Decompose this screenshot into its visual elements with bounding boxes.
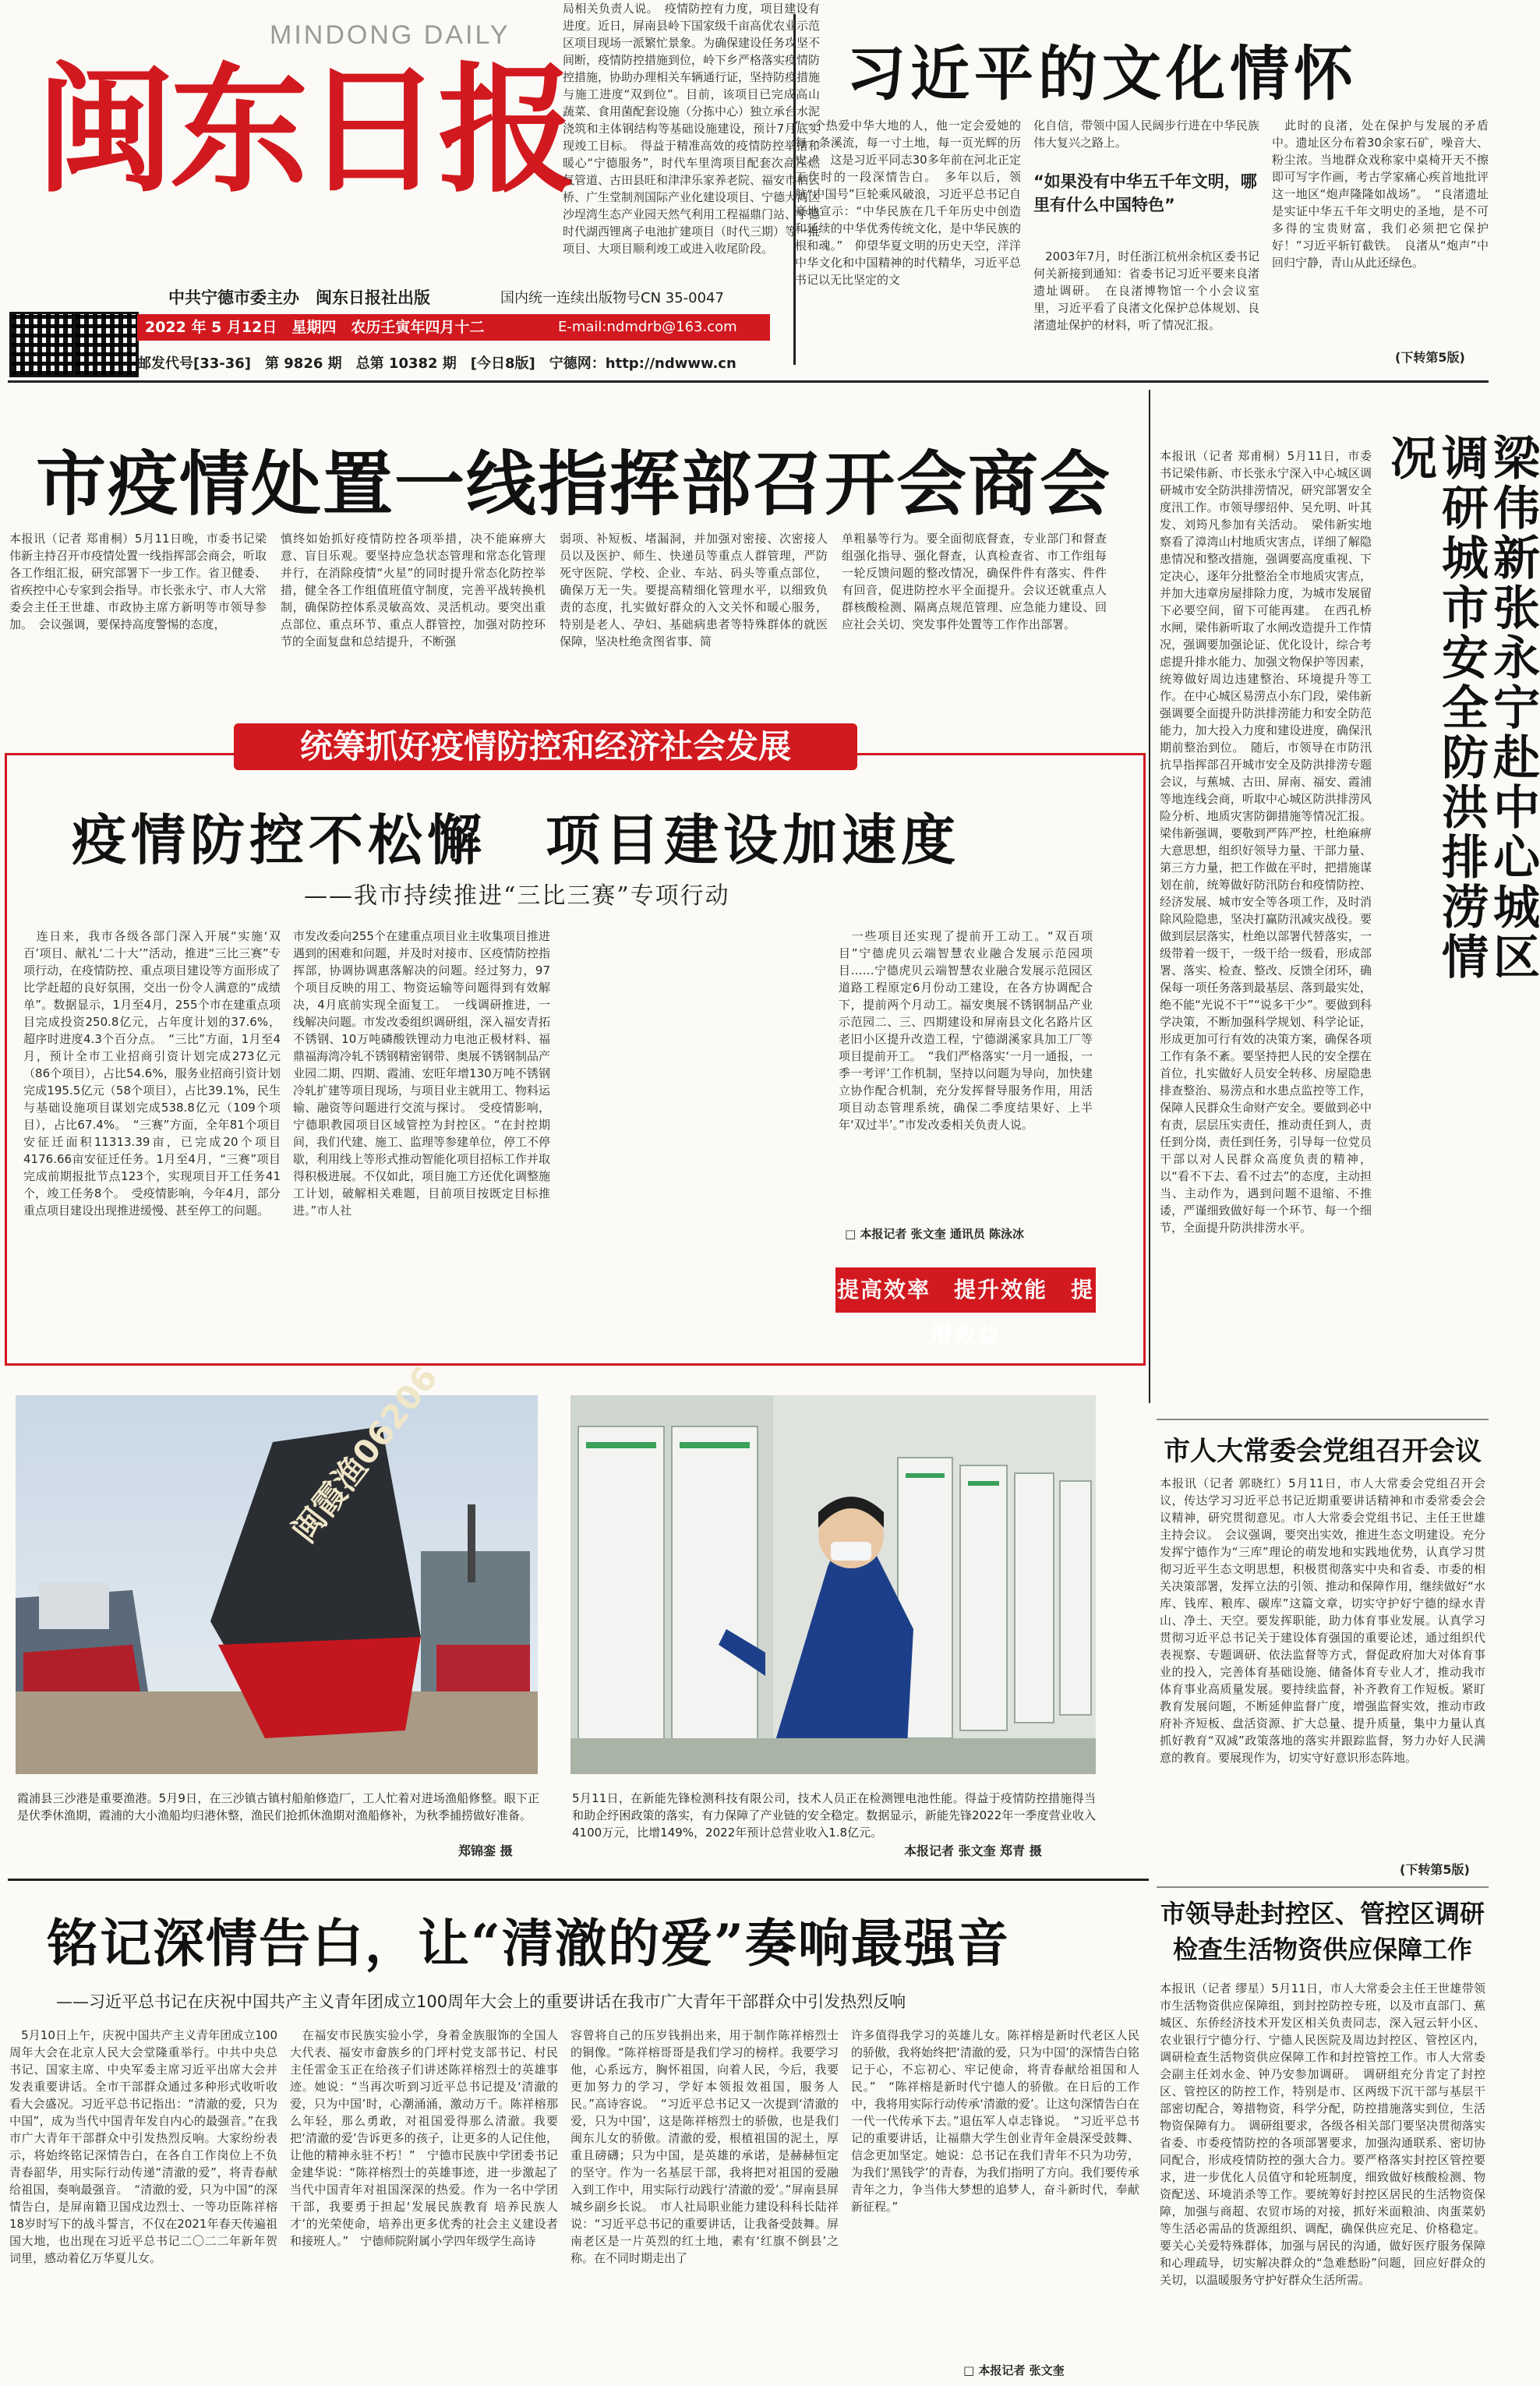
shipyard-credit: 郑锦銮 摄 [458, 1843, 513, 1858]
shipyard-photo [16, 1359, 538, 1774]
top-story-quote: “如果没有中华五千年文明，哪里有什么中国特色” [1033, 172, 1257, 214]
battery-lab-photo [570, 1395, 1096, 1774]
command-story-col3: 弱项、补短板、堵漏洞，并加强对密接、次密接人员以及医护、师生、快递员等重点人群管理，严防死守医院、学校、企业、车站、码头等重点部位，确保万无一失。要提高精细化管理水平，以细致负责的态度，扎实做好群众的入文关怀和暖心服务，特别是老人、孕妇、基础病患者等特殊群体的就医保障，坚决杜绝贪图省事、简 [560, 532, 828, 649]
feature-slogan: 提高效率 提升效能 提增效益 [835, 1267, 1096, 1313]
youth-story-col4: 许多值得我学习的英雄儿女。陈祥榕是新时代老区人民的骄傲，我将始终把‘清澈的爱，只为中国’的深情告白铭记于心，不忘初心、牢记使命，将青春献给祖国和人民。” “陈祥榕是新时代宁德人的骄傲。在日后的工作中，我将用实际行动传承‘清澈的爱’。让这句深情告白在一代一代传承下去。”退伍军人卓志锋说。 “习近平总书记的重要讲话，让福鼎大学生创业青年金晨深受鼓舞、信念更加坚定。她说：总书记在我们青年不只为功劳，为我们‘黑钱学’的青春，为我们指明了方向。我们要传承青年之力，争当伟大梦想的追梦人，奋斗新时代，奉献新征程。” [851, 2028, 1139, 2214]
sidebar-liang-text-top: 本报讯（记者 郑甫桐）5月11日，市委书记梁伟新、市长张永宁深入中心城区调研城市安全防洪排涝情况，研究部署安全度汛工作。市领导缪绍仲、吴允明、叶其发、刘筠凡参加有关活动。 梁伟新实地察看了漳湾山村地质灾害点，详细了解隐患情况和整改措施，强调要高度重视、下定决心，逐年分批整治全市地质灾害点，并加大违章房屋排除力度，为城市发展留下必要空间，留下可能再建。 在西孔桥水闸，梁伟新听取了水闸改造提升工作情况，强调要加强论证、优化设计，综合考虑提升排水能力、加强文物保护等因素，统筹做好周边违建整治、环境提升等工作。在中心城区易涝点小东门段，梁伟新强调要全面提升防洪排涝能力和安全防范能力，加大投入力度和建设进度，确保汛期前整治到位。 随后，市领导在市防汛抗旱指挥部召开城市安全及防洪排涝专题会议，与蕉城、古田、屏南、福安、霞浦等地连线会商，听取中心城区防洪排涝风险分析、地质灾害防御措施等情况汇报。梁伟新强调，要敬到严阵严控，杜绝麻痹大意思想，组织好领导力量、干部力量、第三方力量，把工作做在平时，把措施谋划在前，统筹做好防汛防台和疫情防控、经济发展、城市安全等各项工作，及时消除风险隐患，坚决打赢防汛减灾战役。要做到层层落实，杜绝以部署代替落实，一级带着一级干，一级干给一级看，形成部署、落实、检查、整改、反馈全闭环，确保每一项任务落到最基层、落到最实处，绝不能“光说不干”“说多干少”。要做到科学决策，不断加强科学规划、科学论证，形成更加可行有效的决策方案，确保各项工作有条不紊。要坚持把人民的安全摆在首位，扎实做好人员安全转移、房屋隐患排查整治、易涝点和水患点监控等工作，保障人民群众生命财产安全。要做到必中有责，层层压实责任，推动责任到人，责任到分岗，责任到任务，引导每一位党员干部以对人民群众高度负责的精神，以“看不下去、看不过去”的态度，主动担当、主动作为，遇到问题不退缩、不推诿，严谨细致做好每一个环节、每一个细节，全面提升防洪排涝水平。 [1160, 449, 1372, 1235]
feature-col3: 局相关负责人说。 疫情防控有力度，项目建设有进度。近日，屏南县岭下国家级千亩高优农业示范区项目现场一派繁忙景象。为确保建设任务攻坚不间断，疫情防控措施到位，岭下乡严格落实疫情防控措施，协助办理相关车辆通行证，坚持防疫措施与施工进度“双到位”。目前，该项目已完成高山蔬菜、食用菌配套设施（分拣中心）独立承台水泥浇筑和主体钢结构等基础设施建设，预计7月底实现竣工目标。 得益于精准高效的疫情防控举措和暖心“宁德服务”，时代车里湾项目配套次高压燃气管道、古田县旺和津津乐家养老院、福安市栖云桥、广生堂制剂国际产业化建设项目、宁德大湾区沙埕湾生态产业园天然气利用工程福鼎门站、宁德时代湖西锂离子电池扩建项目（时代三期）等一批项目、大项目顺利竣工或进入收尾阶段。 [563, 2, 821, 256]
masthead-sponsor: 中共宁德市委主办 闽东日报社出版 [168, 288, 430, 307]
youth-story-col2: 在福安市民族实验小学，身着金族服饰的全国人大代表、福安市畲族乡的门坪村党支部书记、村民主任雷金玉正在给孩子们讲述陈祥榕烈士的英雄事迹。她说：“当再次听到习近平总书记提及‘清澈的爱，只为中国’时，心潮涌涌，激动万千。陈祥榕那么年轻，那么勇敢，对祖国爱得那么清澈。我要把‘清澈的爱’告诉更多的孩子，让更多的人记住他，让他的精神永驻不朽！” 宁德市民族中学团委书记金建华说：“陈祥榕烈士的英雄事迹，进一步激起了当代中国青年对祖国深深的热爱。作为一名中学团干部，我要勇于担起‘发展民族教育 培养民族人才’的光荣使命，培养出更多优秀的社会主义建设者和接班人。” 宁德师院附属小学四年级学生高诗 [290, 2028, 558, 2248]
youth-story-subtitle: ——习近平总书记在庆祝中国共产主义青年团成立100周年大会上的重要讲话在我市广大青年干部群众中引发热烈反响 [56, 1992, 906, 2011]
email-bar[interactable]: E-mail:ndmdrb@163.com [550, 314, 770, 341]
hull-number: 闽霞渔06206 [284, 1359, 445, 1550]
feature-banner: 统筹抓好疫情防控和经济社会发展 [234, 723, 857, 770]
masthead-english-name: MINDONG DAILY [270, 20, 510, 50]
top-story-col2-top: 化自信，带领中国人民阔步行进在中华民族伟大复兴之路上。 [1033, 118, 1259, 150]
youth-story-col3: 容曾将自己的压岁钱捐出来，用于制作陈祥榕烈士的铜像。“陈祥榕哥哥是我们学习的榜样。我要学习他，心系远方，胸怀祖国，向着人民，今后，我要更加努力的学习，学好本领报效祖国，服务人民。”高诗容说。 “习近平总书记又一次提到‘清澈的爱，只为中国’，这是陈祥榕烈士的骄傲，也是我们闽东儿女的骄傲。清澈的爱，根植祖国的泥土，厚重且磅礴；只为中国，是英雄的承诺，是赫赫恒定的坚守。作为一名基层干部，我将把对祖国的爱融入到工作中，用实际行动践行‘清澈的爱’。”屏南县屏城乡副乡长说。 市人社局职业能力建设科科长陆祥说：“习近平总书记的重要讲话，让我备受鼓舞。屏南老区是一片英烈的红土地，素有‘红旗不倒县’之称。在不同时期走出了 [570, 2028, 839, 2265]
npc-story-continued[interactable]: (下转第5版) [1400, 1862, 1470, 1877]
feature-subtitle: ——我市持续推进“三比三赛”专项行动 [304, 882, 730, 910]
command-story-col1: 本报讯（记者 郑甫桐）5月11日晚，市委书记梁伟新主持召开市疫情处置一线指挥部会商会，听取各工作组汇报，研究部署下一步工作。省卫健委、省疾控中心专家到会指导。市长张永宁、市人大常委会主任王世雄、市政协主席方新明等市领导参加。 会议强调，要保持高度警惕的态度， [9, 532, 267, 631]
lead-story-title[interactable]: 市领导赴封控区、管控区调研检查生活物资供应保障工作 [1160, 1899, 1485, 1964]
wechat-qr-code [9, 312, 75, 377]
issue-line: 邮发代号[33-36] 第 9826 期 总第 10382 期 [今日8版] 宁德网：http://ndwww.cn [137, 355, 736, 372]
masthead-logo: 闽东日报 [36, 48, 572, 211]
youth-story-byline: □ 本报记者 张文奎 [963, 2363, 1065, 2377]
youth-story-title[interactable]: 铭记深情告白，让“清澈的爱”奏响最强音 [47, 1913, 1010, 1974]
lead-story-text: 本报讯（记者 缪星）5月11日，市人大常委会主任王世雄带领市生活物资供应保障组，到封控防控专班，以及市直部门、蕉城区、东侨经济技术开发区相关负责同志，深入冠云轩小区、农业银行宁德分行、宁德人民医院及周边封控区、管控区内，调研检查生活物资供应保障工作和封控管控工作。市人大常委会副主任刘水金、钟乃安参加调研。 调研组充分肯定了封控区、管控区的防控工作，特别是市、区两级下沉干部与基层干部密切配合，筹措物资，科学分配，防控措施落实到位，生活物资保障有力。 调研组要求，各级各相关部门要坚决贯彻落实省委、市委疫情防控的各项部署要求，加强沟通联系、密切协同配合，形成疫情防控的强大合力。要严格落实封控区管控要求，进一步优化人员值守和轮班制度，细致做好核酸检测、物资配送、环境消杀等工作。要统筹好封控区居民的生活物资保障，加强与商超、农贸市场的对接，抓好米面粮油、肉蛋菜奶等生活必需品的货源组织、调配，确保供应充足、价格稳定。要关心关爱特殊群体，加强与居民的沟通，做好医疗服务保障和心理疏导，切实解决群众的“急难愁盼”问题，回应好群众的关切，以温暖服务守护好群众生活所需。 [1160, 1981, 1485, 2287]
top-story-continued[interactable]: (下转第5版) [1395, 350, 1465, 365]
top-story-col2-bottom: 2003年7月，时任浙江杭州余杭区委书记何关新接到通知：省委书记习近平要来良渚遗址调研。 在良渚博物馆一个小会议室里，习近平看了良渚文化保护总体规划、良渚遗址保护的材料，听了情况汇报。 [1033, 249, 1259, 332]
npc-story-title[interactable]: 市人大常委会党组召开会议 [1164, 1436, 1482, 1467]
feature-col4: 一些项目还实现了提前开工动工。“双百项目”宁德虎贝云端智慧农业融合发展示范园项目……宁德虎贝云端智慧农业融合发展示范园区道路工程原定6月份动工建设，在各方协调配合下，提前两个月动工。福安奥展不锈钢制品产业示范园二、三、四期建设和屏南县文化名路片区老旧小区提升改造工程，宁德湖溪家具加工厂等项目提前开工。 “我们严格落实‘一月一通报，一季一考评’工作机制，坚持以问题为导向，加快建立协作配合机制，充分发挥督导服务作用，用活项目动态管理系统，确保二季度结果好、上半年‘双过半’。”市发改委相关负责人说。 [839, 929, 1093, 1132]
feature-byline: □ 本报记者 张文奎 通讯员 陈泳冰 [845, 1227, 1025, 1241]
feature-title[interactable]: 疫情防控不松懈 项目建设加速度 [72, 808, 960, 872]
command-story-title[interactable]: 市疫情处置一线指挥部召开会商会 [36, 443, 1111, 525]
feature-col2: 市发改委向255个在建重点项目业主收集项目推进遇到的困难和问题，并及时对接市、区疫情防控指挥部，协调协调惠落解决的问题。经过努力，97个项目反映的用工、物资运输等问题得到有效解决，4月底前实现全面复工。 一线调研推进，一线解决问题。市发改委组织调研组，深入福安青拓不锈钢、10万吨磷酸铁锂动力电池正极材料、福鼎福海湾冷轧不锈钢精密钢带、奥展不锈钢制品产业园二期、四期、霞浦、宏旺年增130万吨不锈钢冷轧扩建等项目现场，与项目业主就用工、物料运输、融资等问题进行交流与探讨。 受疫情影响，宁德职教园项目区域管控为封控区。“在封控期间，我们代建、施工、监理等参建单位，停工不停歇，利用线上等形式推动智能化项目招标工作并取得积极进展。不仅如此，项目施工方还优化调整施工计划，破解相关难题，目前项目按既定目标推进。”市人社 [293, 929, 551, 1218]
npc-story-text: 本报讯（记者 郭晓红）5月11日，市人大常委会党组召开会议，传达学习习近平总书记近期重要讲话精神和市委常委会会议精神，研究贯彻意见。市人大常委会党组书记、主任王世雄主持会议。 会议强调，要突出实效，推进生态文明建设。充分发挥宁德作为“三库”理论的萌发地和实践地优势，认真学习贯彻习近平生态文明思想，积极贯彻落实中央和省委、市委的相关决策部署，发挥立法的引领、推动和保障作用，继续做好“水库、钱库、粮库、碳库”这篇文章，切实守护好宁德的绿水青山、净土、天空。要发挥职能，助力体育事业发展。认真学习贯彻习近平总书记关于建设体育强国的重要论述，通过组织代表视察、专题调研、依法监督等方式，督促政府加大对体育事业的投入，完善体育基础设施、储备体育专业人才，推动我市体育事业高质量发展。要持续监督，补齐教育工作短板。紧盯教育发展问题，不断延伸监督广度，增强监督实效，推动市政府补齐短板、盘活资源、扩大总量、提升质量，集中力量认真抓好教育“双减”政策落地的落实并跟踪监督，努力办好人民满意的教育。要展现作为，切实守好意识形态阵地。 [1160, 1476, 1485, 1765]
top-story-title[interactable]: 习近平的文化情怀 [846, 39, 1358, 108]
feature-col1: 连日来，我市各级各部门深入开展“实施‘双百’项目、献礼‘二十大’”活动，推进“三比三赛”专项行动，在疫情防控、重点项目建设等方面形成了比学赶超的良好氛围，交出一份令人满意的“成绩单”。数据显示，1月至4月，255个市在建重点项目完成投资250.8亿元，占年度计划的37.6%，超序时进度4.3个百分点。 “三比”方面，1月至4月，预计全市工业招商引资计划完成273亿元（86个项目），占比54.6%，服务业招商引资计划完成195.5亿元（58个项目），占比39.1%，民生与基础设施项目谋划完成538.8亿元（109个项目），占比67.4%。 “三赛”方面，全年81个项目安征迁面积11313.39亩，已完成20个项目4176.66亩安征迁任务。1月至4月，“三赛”项目完成前期报批节点123个，实现项目开工任务41个，竣工任务8个。 受疫情影响，今年4月，部分重点项目建设出现推进缓慢、甚至停工的问题。 [23, 929, 281, 1218]
youth-story-col1: 5月10日上午，庆祝中国共产主义青年团成立100周年大会在北京人民大会堂隆重举行。中共中央总书记、国家主席、中央军委主席习近平出席大会并发表重要讲话。全市干部群众通过多种形式收听收看大会盛况。习近平总书记指出：“清澈的爱，只为中国”，成为当代中国青年发自内心的最强音。”在我市广大青年干部群众中引发热烈反响。大家纷纷表示，将始终铭记深情告白，在各自工作岗位上不负青春韶华，用实际行动传递“清澈的爱”，将青春献给祖国，奏响最强音。 “清澈的爱，只为中国”的深情告白，是屏南籍卫国戍边烈士、一等功臣陈祥榕18岁时写下的战斗誓言，不仅在2021年春天传遍祖国大地，也出现在习近平总书记二〇二二年新年贺词里，感动着亿万华夏儿女。 [9, 2028, 277, 2265]
sidebar-liang-title[interactable]: 梁伟新张永宁赴中心城区调研城市安全防洪排涝情况 [1383, 433, 1540, 982]
battery-lab-credit: 本报记者 张文奎 郑青 摄 [904, 1843, 1042, 1858]
top-story-col1: “一个热爱中华大地的人，他一定会爱她的每一条溪流，每一寸土地，每一页光辉的历史。” 这是习近平同志30多年前在河北正定工作时的一段深情告白。 多年以后，领航“中国号”巨轮乘风破浪，习近平总书记自豪地宣示：“中华民族在几千年历史中创造和延续的中华优秀传统文化，是中华民族的根和魂。” 仰望华夏文明的历史天空，洋洋中华文化和中国精神的时代精华，习近平总书记以无比坚定的文 [795, 118, 1021, 287]
command-story-col2: 慎终如始抓好疫情防控各项举措，决不能麻痹大意、盲目乐观。要坚持应急状态管理和常态化管理并行，在消除疫情“火星”的同时提升常态化防控举措，健全各工作组值班值守制度，完善平战转换机制，确保防控体系灵敏高效、灵活机动。要突出重点部位、重点环节、重点人群管控，加强对防控环节的全面复盘和总结提升，不断强 [281, 532, 546, 649]
command-story-col4: 单粗暴等行为。要全面彻底督查，专业部门和督查组强化指导、强化督查，认真检查省、市工作组每一轮反馈问题的整改情况，确保件件有落实、件件有回音，促进防控水平全面提升。会议还就重点人群核酸检测、隔离点规范管理、应急能力建设、回应社会关切、突发事件处置等工作作出部署。 [842, 532, 1107, 631]
weibo-qr-code [73, 312, 139, 377]
masthead-cn-number: 国内统一连续出版物号CN 35-0047 [500, 290, 724, 306]
battery-lab-caption: 5月11日，在新能先锋检测科技有限公司，技术人员正在检测锂电池性能。得益于疫情防控措施得当和助企纾困政策的落实，有力保障了产业链的安全稳定。数据显示，新能先锋2022年一季度营业收入4100万元，比增149%，2022年预计总营业收入1.8亿元。 [572, 1791, 1096, 1840]
date-bar: 2022 年 5 月12日 星期四 农历壬寅年四月十二 [137, 314, 558, 341]
shipyard-caption: 霞浦县三沙港是重要渔港。5月9日，在三沙镇古镇村船舶修造厂，工人忙着对进场渔船修整。眼下正是伏季休渔期，霞浦的大小渔船均归港休整，渔民们抢抓休渔期对渔船修补，为秋季捕捞做好准备。 [17, 1791, 539, 1822]
top-story-col3: 此时的良渚，处在保护与发展的矛盾中。遗址区分布着30余家石矿，噪音大、粉尘浓。当地群众戏称家中桌椅开天不擦即可写字作画，考古学家痛心疾首地批评这一地区“炮声隆隆如战场”。 “良渚遗址是实证中华五千年文明史的圣地，是不可多得的宝贵财富，我们必须把它保护好！”习近平斩钉截铁。 良渚从“炮声”中回归宁静，青山从此还绿色。 [1272, 118, 1489, 270]
